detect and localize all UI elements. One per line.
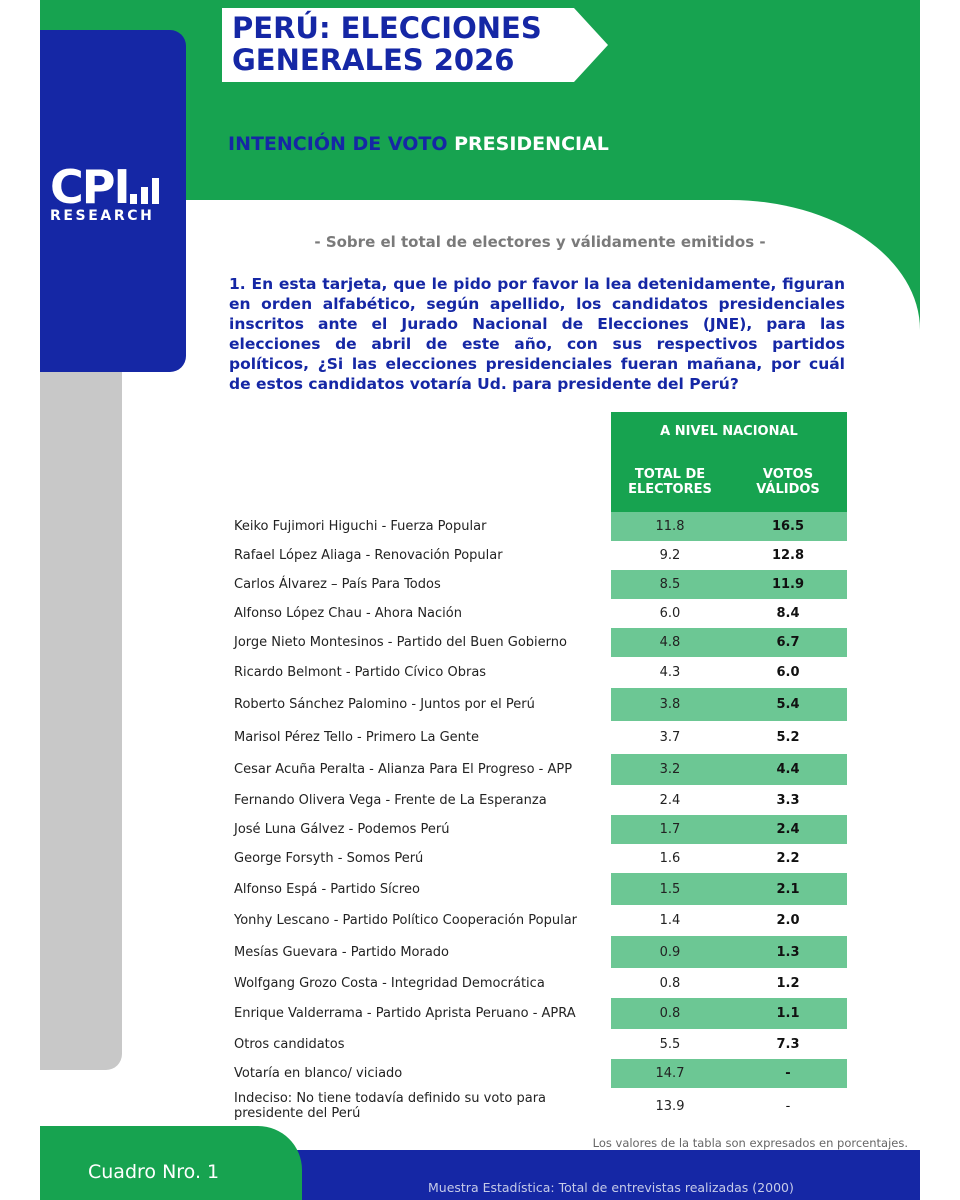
- page-title-line1: PERÚ: ELECCIONES: [232, 11, 542, 45]
- candidate-name: Ricardo Belmont - Partido Cívico Obras: [234, 665, 487, 680]
- votos-validos-value: 2.1: [729, 873, 847, 905]
- table-footnote: Los valores de la tabla son expresados en porcentajes.: [592, 1136, 908, 1150]
- total-electores-value: 9.2: [659, 548, 681, 563]
- group-header: A NIVEL NACIONAL: [660, 424, 798, 439]
- candidate-name: Votaría en blanco/ viciado: [234, 1066, 403, 1081]
- votos-validos-value: -: [729, 1059, 847, 1088]
- total-electores-value: 14.7: [611, 1059, 729, 1088]
- total-electores-value: 1.7: [611, 815, 729, 844]
- candidate-name: Enrique Valderrama - Partido Aprista Peruano - APRA: [234, 1006, 576, 1021]
- votos-validos-value: 4.4: [729, 754, 847, 785]
- candidate-name: Marisol Pérez Tello - Primero La Gente: [234, 730, 479, 745]
- table-row: [222, 873, 847, 905]
- table-number: Cuadro Nro. 1: [88, 1161, 220, 1183]
- total-electores-value: 1.4: [659, 913, 681, 928]
- votos-validos-value: 7.3: [776, 1036, 800, 1052]
- page-title: [232, 12, 542, 76]
- total-electores-value: 8.5: [611, 570, 729, 599]
- col-total-header: TOTAL DE ELECTORES: [628, 467, 712, 497]
- candidate-name: Cesar Acuña Peralta - Alianza Para El Progreso - APP: [234, 762, 573, 777]
- candidate-name: Alfonso López Chau - Ahora Nación: [234, 606, 462, 621]
- candidate-name: Wolfgang Grozo Costa - Integridad Democrática: [234, 975, 545, 991]
- candidate-name: Otros candidatos: [234, 1036, 345, 1052]
- logo-text: CPI: [50, 160, 129, 214]
- votos-validos-value: 1.1: [729, 998, 847, 1029]
- table-row: [222, 512, 847, 541]
- votos-validos-value: -: [785, 1098, 791, 1114]
- candidate-name: Keiko Fujimori Higuchi - Fuerza Popular: [234, 519, 487, 534]
- table-row: [222, 541, 847, 570]
- table-row: [222, 815, 847, 844]
- table-row: [222, 936, 847, 968]
- page-title-line2: GENERALES 2026: [232, 43, 515, 77]
- total-electores-value: 1.5: [611, 873, 729, 905]
- candidate-name: José Luna Gálvez - Podemos Perú: [234, 822, 450, 837]
- table-row: [222, 721, 847, 754]
- votos-validos-value: 5.2: [776, 730, 800, 745]
- candidate-name: Jorge Nieto Montesinos - Partido del Buen Gobierno: [234, 635, 567, 650]
- survey-question: 1. En esta tarjeta, que le pido por favor la lea detenidamente, figuran en orden alfabético, según apellido, los candidatos presidenciales inscritos ante el Jurado Nacional de Elecciones (JNE), para las elecciones de abril de este año, con sus respectivos partidos políticos, ¿Si las elecciones presidenciales fueran mañana, por cuál de estos candidatos votaría Ud. para presidente del Perú?: [229, 275, 845, 393]
- title-banner-arrow: [574, 8, 608, 82]
- table-row: [222, 657, 847, 688]
- scope-note: - Sobre el total de electores y válidamente emitidos -: [314, 233, 766, 251]
- total-electores-value: 5.5: [659, 1036, 681, 1052]
- table-row: [222, 754, 847, 785]
- side-strip: [40, 300, 122, 1070]
- candidate-name: Mesías Guevara - Partido Morado: [234, 944, 450, 960]
- votos-validos-value: 2.2: [776, 851, 800, 866]
- total-electores-value: 4.3: [659, 665, 681, 680]
- subtitle-part1: INTENCIÓN DE VOTO: [228, 133, 448, 155]
- votos-validos-value: 3.3: [776, 793, 800, 808]
- table-row: [222, 998, 847, 1029]
- sample-note: Muestra Estadística: Total de entrevistas realizadas (2000): [428, 1180, 794, 1195]
- total-electores-value: 3.7: [659, 730, 681, 745]
- total-electores-value: 13.9: [655, 1098, 685, 1114]
- logo-subtext: RESEARCH: [50, 208, 155, 224]
- table-row: [222, 844, 847, 873]
- votos-validos-value: 2.0: [776, 913, 800, 928]
- table-row: [222, 1029, 847, 1059]
- total-electores-value: 3.2: [611, 754, 729, 785]
- table-row: [222, 688, 847, 721]
- total-electores-value: 11.8: [611, 512, 729, 541]
- table-row: [222, 905, 847, 936]
- votos-validos-value: 2.4: [729, 815, 847, 844]
- table-header: [611, 412, 847, 512]
- votos-validos-value: 6.7: [729, 628, 847, 657]
- candidate-name: Carlos Álvarez – País Para Todos: [234, 577, 441, 592]
- votos-validos-value: 5.4: [729, 688, 847, 721]
- candidate-name: George Forsyth - Somos Perú: [234, 851, 424, 866]
- total-electores-value: 1.6: [659, 851, 681, 866]
- votos-validos-value: 1.3: [729, 936, 847, 968]
- candidate-name: Yonhy Lescano - Partido Político Cooperación Popular: [234, 913, 578, 928]
- table-row: [222, 1091, 847, 1121]
- total-electores-value: 6.0: [659, 606, 681, 621]
- table-row: [222, 628, 847, 657]
- total-electores-value: 0.8: [611, 998, 729, 1029]
- col-validos-header: VOTOS VÁLIDOS: [756, 467, 820, 497]
- votos-validos-value: 8.4: [776, 606, 800, 621]
- logo-bars-icon: [130, 178, 170, 204]
- candidate-name: Roberto Sánchez Palomino - Juntos por el Perú: [234, 697, 535, 712]
- table-row: [222, 968, 847, 998]
- votos-validos-value: 16.5: [729, 512, 847, 541]
- total-electores-value: 0.8: [659, 975, 681, 991]
- page-subtitle: [228, 133, 609, 155]
- total-electores-value: 0.9: [611, 936, 729, 968]
- votos-validos-value: 1.2: [776, 975, 800, 991]
- candidate-name: Rafael López Aliaga - Renovación Popular: [234, 548, 503, 563]
- total-electores-value: 4.8: [611, 628, 729, 657]
- votos-validos-value: 11.9: [729, 570, 847, 599]
- subtitle-part2: PRESIDENCIAL: [454, 133, 609, 155]
- table-row: [222, 1059, 847, 1088]
- total-electores-value: 2.4: [659, 793, 681, 808]
- candidate-name: Alfonso Espá - Partido Sícreo: [234, 881, 420, 897]
- total-electores-value: 3.8: [611, 688, 729, 721]
- votos-validos-value: 6.0: [776, 665, 800, 680]
- votos-validos-value: 12.8: [771, 548, 805, 563]
- candidate-name: Fernando Olivera Vega - Frente de La Esperanza: [234, 793, 547, 808]
- candidate-name: Indeciso: No tiene todavía definido su voto para presidente del Perú: [234, 1091, 547, 1121]
- table-row: [222, 599, 847, 628]
- table-row: [222, 786, 847, 815]
- table-row: [222, 570, 847, 599]
